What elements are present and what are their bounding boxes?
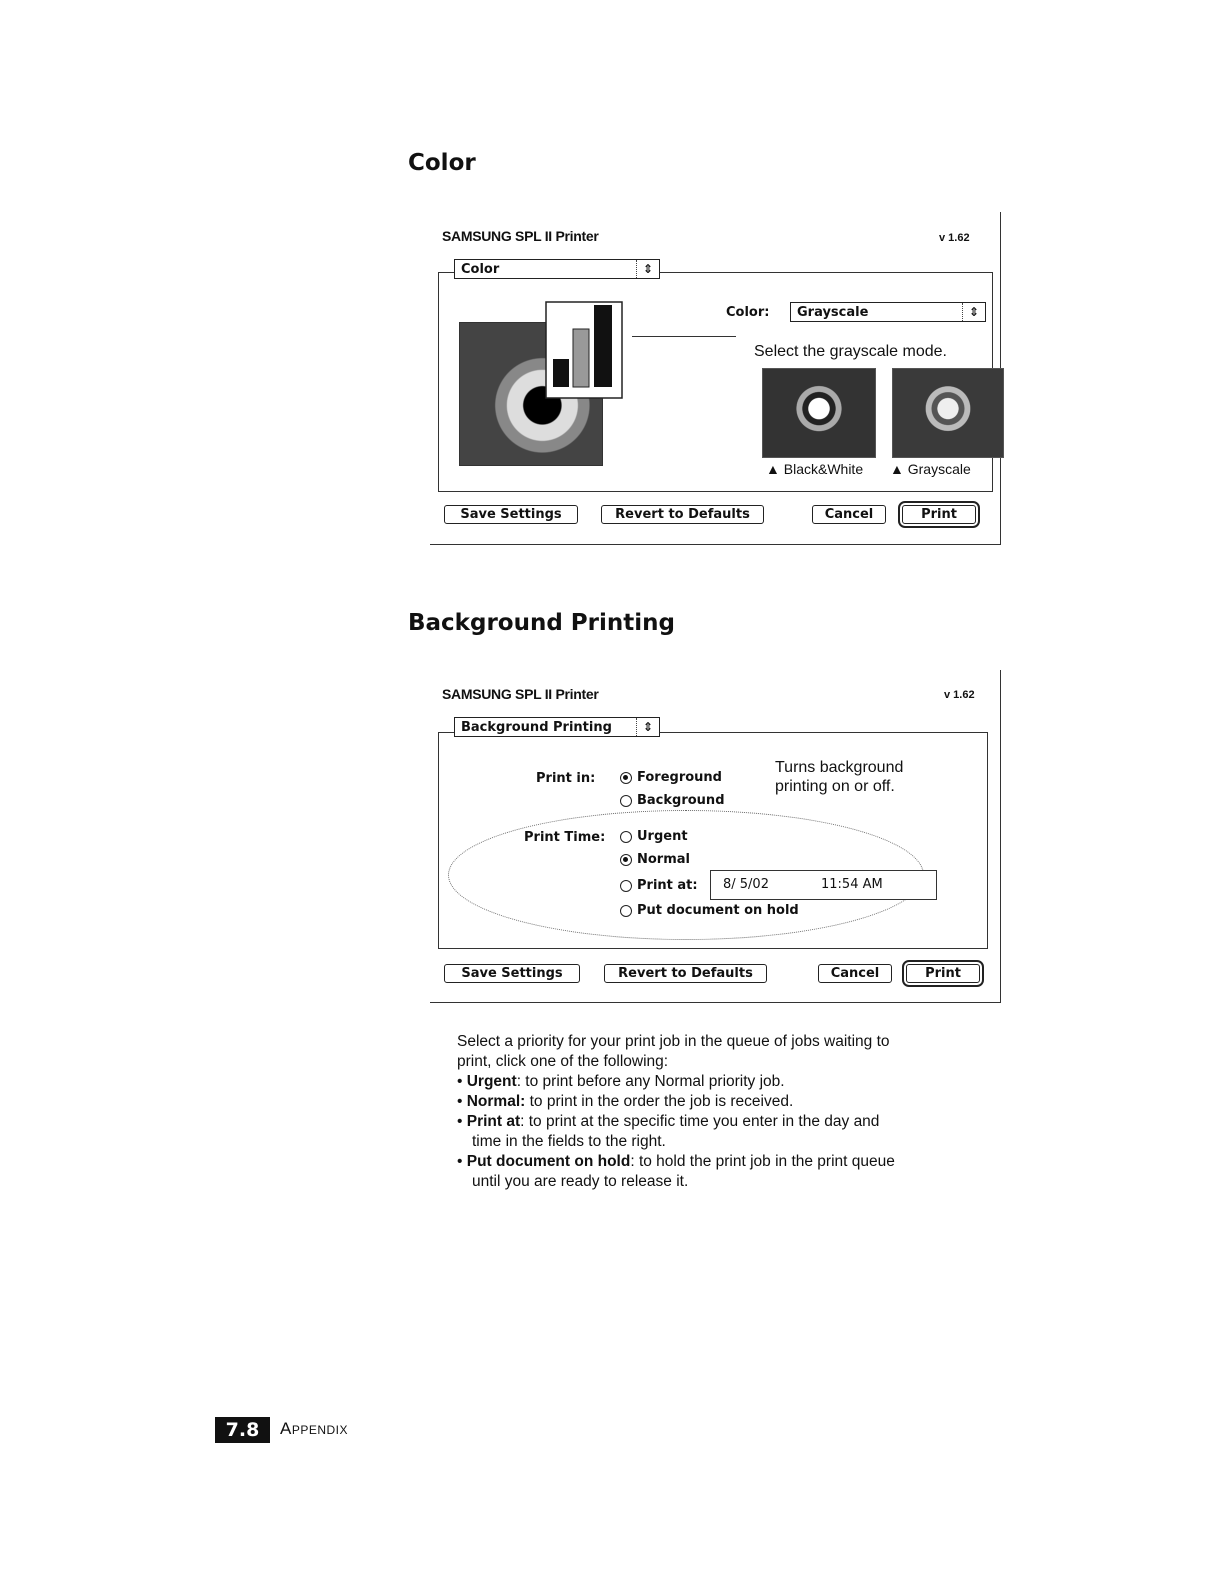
color-dialog xyxy=(430,212,1001,545)
foreground-label: Foreground xyxy=(637,770,722,785)
black-white-caption xyxy=(766,461,863,477)
black-white-thumbnail xyxy=(762,368,876,458)
popup-arrows-icon: ⇕ xyxy=(636,260,659,278)
radio-unselected-icon xyxy=(620,880,632,892)
print-at-date[interactable]: 8/ 5/02 xyxy=(723,877,769,892)
print-time-label: Print Time: xyxy=(524,830,606,845)
background-printing-dialog xyxy=(430,670,1001,1003)
print-button[interactable]: Print xyxy=(906,964,980,983)
normal-label: Normal xyxy=(637,852,690,867)
bullet-desc: : to print at the specific time you enter in the day and time in the fields to the right. xyxy=(472,1113,880,1150)
panel-menu-value: Background Printing xyxy=(461,720,612,735)
bullet-desc: : to print before any Normal priority job. xyxy=(516,1073,785,1090)
priority-description xyxy=(457,1032,897,1192)
bullet-term: Print at xyxy=(466,1113,521,1130)
color-mode-value: Grayscale xyxy=(797,305,869,320)
bullet-normal: • Normal: to print in the order the job is received. xyxy=(457,1093,794,1110)
dialog-title: SAMSUNG SPL II Printer xyxy=(442,228,599,244)
print-at-time[interactable]: 11:54 AM xyxy=(821,877,883,892)
normal-radio[interactable] xyxy=(620,852,690,867)
section-heading-color: Color xyxy=(408,150,476,176)
print-at-field[interactable] xyxy=(710,870,937,900)
black-white-label: Black&White xyxy=(783,461,864,477)
radio-unselected-icon xyxy=(620,905,632,917)
revert-to-defaults-button[interactable]: Revert to Defaults xyxy=(601,505,764,524)
bullet-print-at: • Print at: to print at the specific time you enter in the day and time in the fields to the right. xyxy=(457,1113,880,1150)
panel-menu-value: Color xyxy=(461,262,500,277)
bullet-desc: : to hold the print job in the print queue until you are ready to release it. xyxy=(472,1153,895,1190)
background-radio[interactable] xyxy=(620,793,725,808)
bullet-urgent: • Urgent: to print before any Normal priority job. xyxy=(457,1073,785,1090)
chevron-down-icon: ⇕ xyxy=(962,303,985,321)
background-label: Background xyxy=(637,793,725,808)
foreground-radio[interactable] xyxy=(620,770,722,785)
save-settings-button[interactable]: Save Settings xyxy=(444,505,578,524)
urgent-radio[interactable] xyxy=(620,829,688,844)
priority-intro: Select a priority for your print job in the queue of jobs waiting to print, click one of the following: xyxy=(457,1033,890,1070)
hold-radio[interactable] xyxy=(620,903,799,918)
radio-selected-icon xyxy=(620,772,632,784)
dialog-title: SAMSUNG SPL II Printer xyxy=(442,686,599,702)
background-callout: Turns background printing on or off. xyxy=(775,759,904,795)
hold-label: Put document on hold xyxy=(637,903,799,918)
color-mode-select[interactable] xyxy=(790,302,986,322)
bullet-hold: • Put document on hold: to hold the print job in the print queue until you are ready to release it. xyxy=(457,1153,895,1190)
save-settings-button[interactable]: Save Settings xyxy=(444,964,580,983)
urgent-label: Urgent xyxy=(637,829,688,844)
radio-unselected-icon xyxy=(620,795,632,807)
radio-selected-icon xyxy=(620,854,632,866)
color-label: Color: xyxy=(726,305,770,320)
bar-graph-icon xyxy=(545,301,625,401)
footer-section-label: Appendix xyxy=(280,1419,349,1438)
panel-menu-popup[interactable] xyxy=(454,717,660,737)
bullet-term: Normal: xyxy=(466,1093,526,1110)
print-at-radio[interactable] xyxy=(620,878,698,893)
grayscale-label: Grayscale xyxy=(907,461,971,477)
print-in-label: Print in: xyxy=(536,771,596,786)
revert-to-defaults-button[interactable]: Revert to Defaults xyxy=(604,964,767,983)
triangle-icon: ▲ xyxy=(766,461,780,477)
radio-unselected-icon xyxy=(620,831,632,843)
bullet-term: Urgent xyxy=(466,1073,517,1090)
section-heading-background-printing: Background Printing xyxy=(408,610,675,636)
print-at-label: Print at: xyxy=(637,878,698,893)
dialog-version: v 1.62 xyxy=(939,232,970,244)
dialog-version: v 1.62 xyxy=(944,689,975,701)
color-callout: Select the grayscale mode. xyxy=(754,343,947,360)
panel-menu-popup[interactable] xyxy=(454,259,660,279)
triangle-icon: ▲ xyxy=(890,461,904,477)
print-button[interactable]: Print xyxy=(902,505,976,524)
page-number-badge: 7.8 xyxy=(215,1417,270,1443)
grayscale-thumbnail xyxy=(892,368,1004,458)
bullet-term: Put document on hold xyxy=(466,1153,631,1170)
bullet-desc: to print in the order the job is received. xyxy=(525,1093,794,1110)
popup-arrows-icon: ⇕ xyxy=(636,718,659,736)
grayscale-caption xyxy=(890,461,971,477)
callout-line xyxy=(632,336,736,337)
cancel-button[interactable]: Cancel xyxy=(818,964,892,983)
cancel-button[interactable]: Cancel xyxy=(812,505,886,524)
